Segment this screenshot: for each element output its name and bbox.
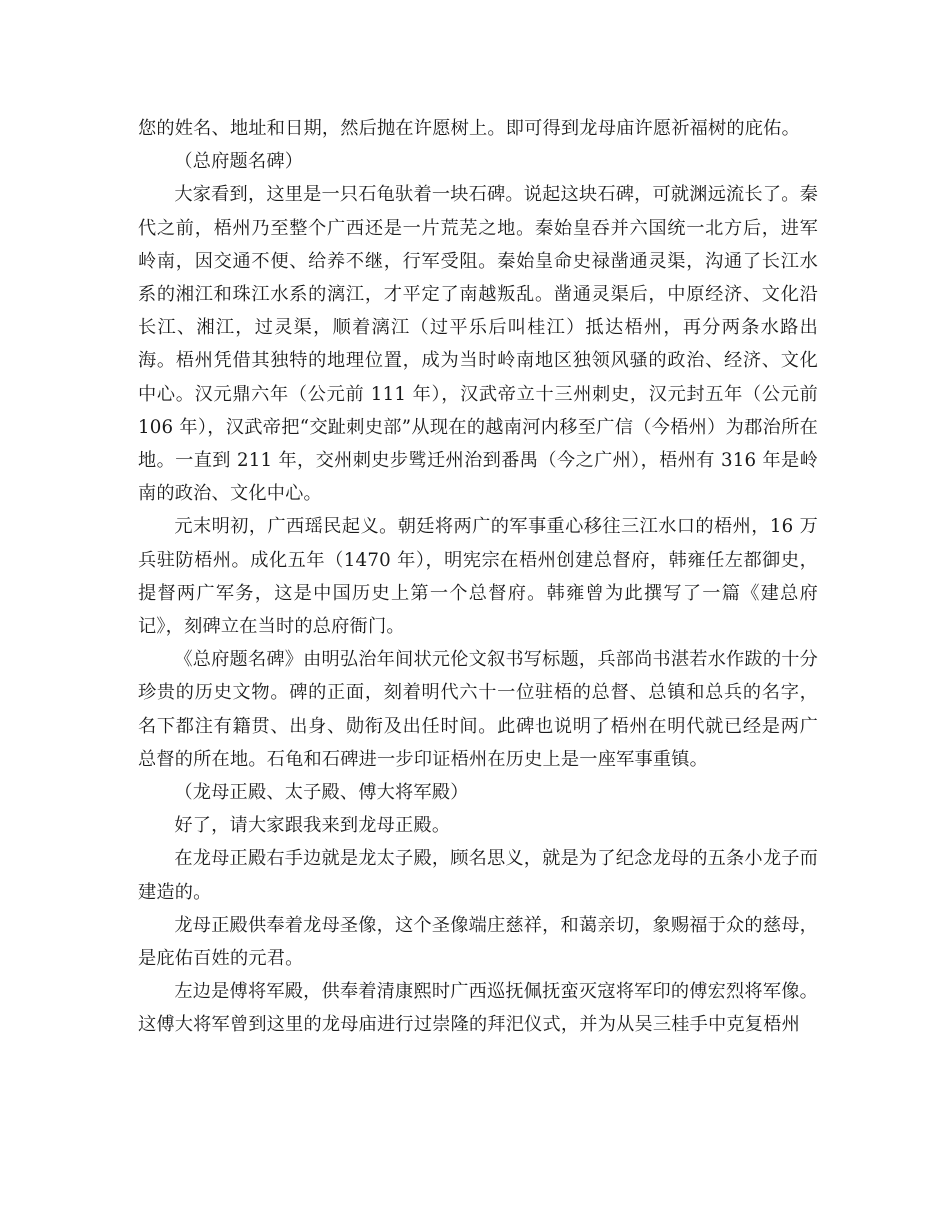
paragraph-ming-governor: 元末明初，广西瑶民起义。朝廷将两广的军事重心移往三江水口的梧州，16 万兵驻防梧州。成化五年（1470 年），明宪宗在梧州创建总督府，韩雍任左都御史，提督两广军务，这是中国历史上第一个总督府。韩雍曾为此撰写了一篇《建总府记》，刻碑立在当时的总府衙门。 (138, 516, 818, 638)
section-heading-stele: （总府题名碑） (174, 151, 304, 173)
paragraph-continuation: 您的姓名、地址和日期，然后抛在许愿树上。即可得到龙母庙许愿祈福树的庇佑。 (138, 118, 800, 139)
paragraph-prince-hall: 在龙母正殿右手边就是龙太子殿，顾名思义，就是为了纪念龙母的五条小龙子而建造的。 (138, 848, 818, 903)
paragraph-stele-history: 大家看到，这里是一只石龟驮着一块石碑。说起这块石碑，可就渊远流长了。秦代之前，梧州乃至整个广西还是一片荒芜之地。秦始皇吞并六国统一北方后，进军岭南，因交通不便、给养不继，行军受阻。秦始皇命史禄凿通灵渠，沟通了长江水系的湘江和珠江水系的漓江，才平定了南越叛乱。凿通灵渠后，中原经济、文化沿长江、湘江，过灵渠，顺着漓江（过平乐后叫桂江）抵达梧州，再分两条水路出海。梧州凭借其独特的地理位置，成为当时岭南地区独领风骚的政治、经济、文化中心。汉元鼎六年（公元前 111 年），汉武帝立十三州刺史，汉元封五年（公元前 106 年），汉武帝把“交趾刺史部”从现在的越南河内移至广信（今梧州）为郡治所在地。一直到 211 年，交州刺史步骘迁州治到番禺（今之广州），梧州有 316 年是岭南的政治、文化中心。 (138, 184, 818, 505)
paragraph-main-hall-intro: 好了，请大家跟我来到龙母正殿。 (174, 815, 451, 837)
section-heading-halls: （龙母正殿、太子殿、傅大将军殿） (174, 782, 469, 804)
document-body (138, 112, 818, 1042)
paragraph-dragon-mother-statue: 龙母正殿供奉着龙母圣像，这个圣像端庄慈祥，和蔼亲切，象赐福于众的慈母，是庇佑百姓的元君。 (138, 914, 818, 970)
paragraph-stele-description: 《总府题名碑》由明弘治年间状元伦文叙书写标题，兵部尚书湛若水作跋的十分珍贵的历史文物。碑的正面，刻着明代六十一位驻梧的总督、总镇和总兵的名字，名下都注有籍贯、出身、勋衔及出任时间。此碑也说明了梧州在明代就已经是两广总督的所在地。石龟和石碑进一步印证梧州在历史上是一座军事重镇。 (138, 649, 818, 770)
paragraph-general-hall: 左边是傅将军殿，供奉着清康熙时广西巡抚佩抚蛮灭寇将军印的傅宏烈将军像。这傅大将军曾到这里的龙母庙进行过崇隆的拜汜仪式，并为从吴三桂手中克复梧州 (138, 981, 818, 1036)
